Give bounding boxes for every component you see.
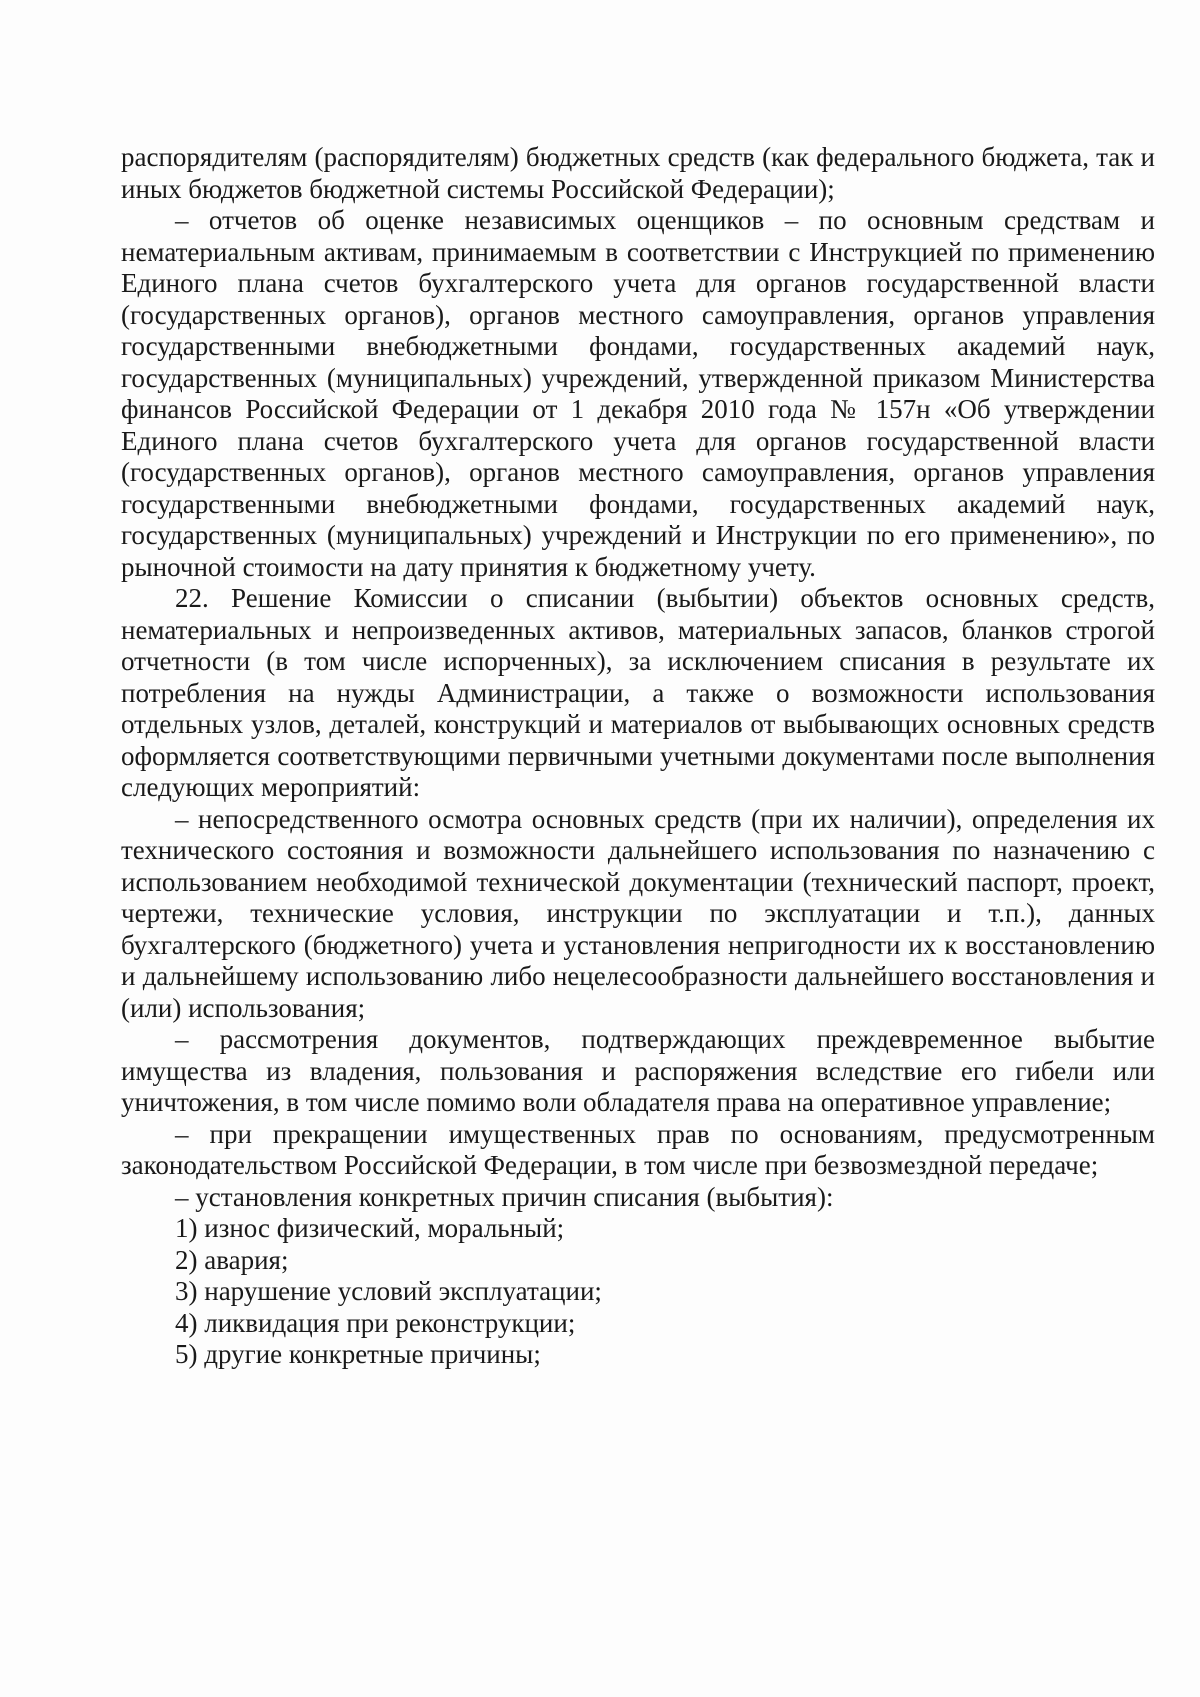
list-item: 5) другие конкретные причины; xyxy=(175,1339,541,1369)
causes-list xyxy=(121,1213,1155,1371)
list-item: 4) ликвидация при реконструкции; xyxy=(175,1307,576,1338)
paragraph-appraisal-reports: – отчетов об оценке независимых оценщиков – по основным средствам и нематериальным активам, принимаемым в соответствии с Инструкцией по применению Единого плана счетов бухгалтерского учета для органов государственной власти (государственных органов), органов местного самоуправления, органов управления государственными внебюджетными фондами, государственных академий наук, государственных (муниципальных) учреждений, утвержденной приказом Министерства финансов Российской Федерации от 1 декабря 2010 года № 157н «Об утверждении Единого плана счетов бухгалтерского учета для органов государственной власти (государственных органов), органов местного самоуправления, органов управления государственными внебюджетными фондами, государственных академий наук, государственных (муниципальных) учреждений и Инструкции по его применению», по рыночной стоимости на дату принятия к бюджетному учету. xyxy=(121,205,1155,582)
list-item: 2) авария; xyxy=(175,1244,289,1275)
paragraph-causes-intro: – установления конкретных причин списания (выбытия): xyxy=(175,1181,834,1212)
document-body xyxy=(121,142,1155,1371)
paragraph-continuation: распорядителям (распорядителям) бюджетных средств (как федерального бюджета, так и иных бюджетов бюджетной системы Российской Федерации); xyxy=(121,142,1155,204)
paragraph-item-22: 22. Решение Комиссии о списании (выбытии) объектов основных средств, нематериальных и непроизведенных активов, материальных запасов, бланков строгой отчетности (в том числе испорченных), за исключением списания в результате их потребления на нужды Администрации, а также о возможности использования отдельных узлов, деталей, конструкций и материалов от выбывающих основных средств оформляется соответствующими первичными учетными документами после выполнения следующих мероприятий: xyxy=(121,583,1155,802)
paragraph-document-review: – рассмотрения документов, подтверждающих преждевременное выбытие имущества из владения, пользования и распоряжения вследствие его гибели или уничтожения, в том числе помимо воли обладателя права на оперативное управление; xyxy=(121,1024,1155,1117)
list-item: 3) нарушение условий эксплуатации; xyxy=(175,1276,602,1306)
paragraph-inspection: – непосредственного осмотра основных средств (при их наличии), определения их технического состояния и возможности дальнейшего использования по назначению с использованием необходимой технической документации (технический паспорт, проект, чертежи, технические условия, инструкции по эксплуатации и т.п.), данных бухгалтерского (бюджетного) учета и установления непригодности их к восстановлению и дальнейшему использованию либо нецелесообразности дальнейшего восстановления и (или) использования; xyxy=(121,803,1155,1023)
list-item: 1) износ физический, моральный; xyxy=(175,1213,565,1243)
paragraph-rights-termination: – при прекращении имущественных прав по основаниям, предусмотренным законодательством Российской Федерации, в том числе при безвозмездной передаче; xyxy=(121,1118,1155,1180)
